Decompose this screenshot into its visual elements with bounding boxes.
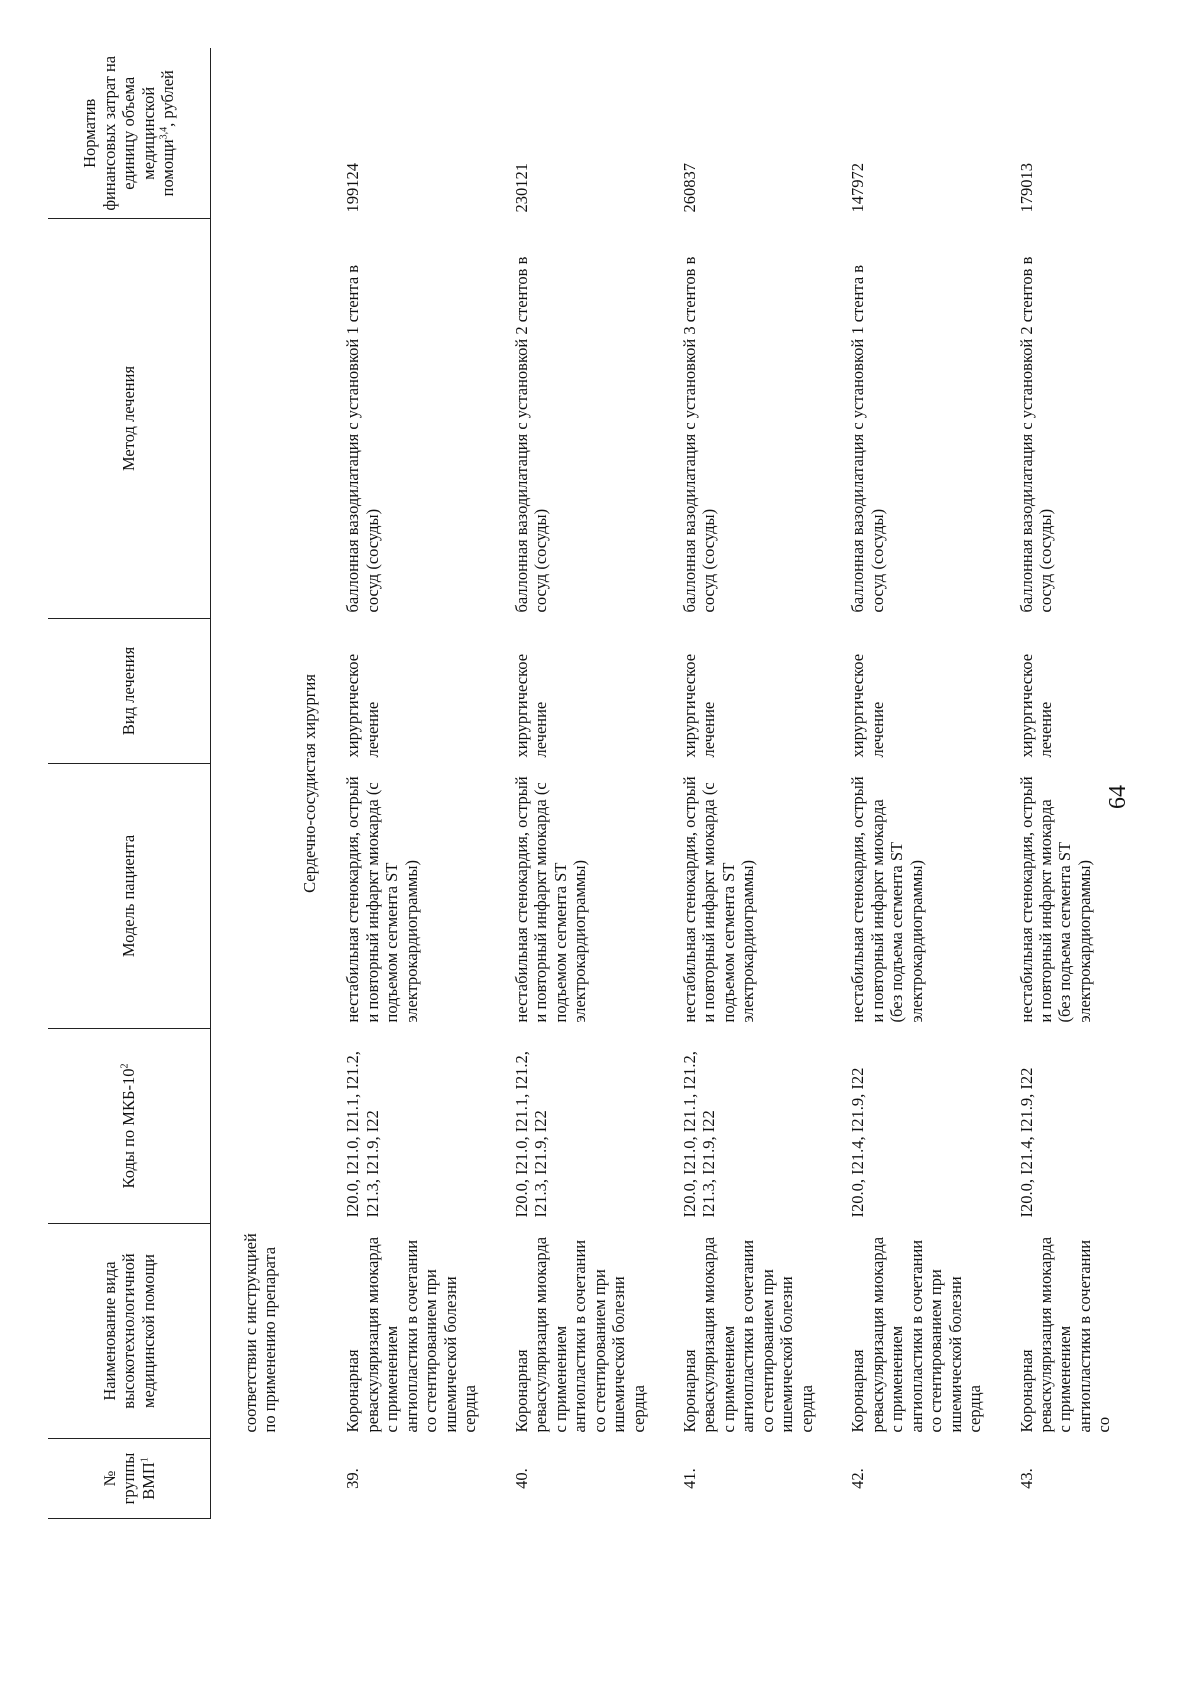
row-type: хирургическое лечение [511, 653, 551, 758]
table-row [494, 49, 662, 1519]
header-group-number-text: № группы ВМП [99, 1452, 158, 1505]
row-model: нестабильная стенокардия, острый и повторный инфаркт миокарда (с подъемом сегмента ST электрокардиограммы) [679, 776, 758, 1023]
row-method: баллонная вазодилатация с установкой 3 стентов в сосуд (сосуды) [679, 256, 719, 613]
section-title: Сердечно-сосудистая хирургия [299, 674, 319, 893]
row-model: нестабильная стенокардия, острый и повторный инфаркт миокарда (с подъемом сегмента ST электрокардиограммы) [343, 776, 421, 1023]
header-group-number [48, 1439, 211, 1519]
row-cost: 230121 [511, 163, 531, 213]
continuation-text: соответствии с инструкцией по применению препарата [241, 1233, 280, 1433]
row-number: 40. [511, 1468, 531, 1489]
row-cost: 179013 [1016, 163, 1036, 213]
row-type: хирургическое лечение [343, 653, 382, 758]
row-cost: 147972 [848, 163, 868, 213]
row-number: 39. [343, 1468, 363, 1489]
header-method: Метод лечения [48, 219, 211, 619]
row-type: хирургическое лечение [848, 653, 887, 758]
row-number: 41. [679, 1468, 699, 1489]
header-codes [48, 1029, 211, 1224]
vmp-table [48, 49, 1128, 1520]
row-method: баллонная вазодилатация с установкой 1 стента в сосуд (сосуды) [848, 264, 887, 613]
table-row [662, 49, 830, 1519]
row-codes: I20.0, I21.0, I21.1, I21.2, I21.3, I21.9, I22 [679, 1051, 719, 1218]
table-header-row [48, 49, 211, 1519]
cell-empty [211, 1439, 282, 1519]
header-codes-text: Коды по МКБ-10 [119, 1068, 139, 1189]
row-codes: I20.0, I21.0, I21.1, I21.2, I21.3, I21.9, I22 [511, 1051, 551, 1218]
header-model: Модель пациента [48, 764, 211, 1029]
header-cost [48, 49, 211, 219]
header-cost-suffix: , рублей [158, 70, 178, 127]
row-name: Коронарная реваскуляризация миокарда с применением ангиопластики в сочетании со стентированием при ишемической болезни сердца [679, 1236, 816, 1433]
continuation-row [211, 49, 282, 1519]
row-codes: I20.0, I21.4, I21.9, I22 [848, 1067, 868, 1218]
row-type: хирургическое лечение [1016, 653, 1055, 758]
row-model: нестабильная стенокардия, острый и повторный инфаркт миокарда (без подъема сегмента ST электрокардиограммы) [848, 776, 926, 1023]
row-model: нестабильная стенокардия, острый и повторный инфаркт миокарда (без подъема сегмента ST электрокардиограммы) [1016, 776, 1094, 1023]
table-row [999, 49, 1128, 1519]
row-type: хирургическое лечение [679, 653, 719, 758]
row-method: баллонная вазодилатация с установкой 2 стентов в сосуд (сосуды) [1016, 256, 1055, 613]
cell-empty [211, 49, 282, 1224]
row-name: Коронарная реваскуляризация миокарда с применением ангиопластики в сочетании со [1016, 1236, 1114, 1433]
footnote-3-4: 3,4 [158, 126, 170, 140]
header-cost-text: Норматив финансовых затрат на единицу объема медицинской помощи [80, 55, 178, 211]
table-row [830, 49, 998, 1519]
table-row [325, 49, 493, 1519]
row-model: нестабильная стенокардия, острый и повторный инфаркт миокарда (с подъемом сегмента ST электрокардиограммы) [511, 776, 590, 1023]
header-name: Наименование вида высокотехнологичной медицинской помощи [48, 1224, 211, 1439]
row-number: 42. [848, 1468, 868, 1489]
row-number: 43. [1016, 1468, 1036, 1489]
header-type: Вид лечения [48, 619, 211, 764]
row-name: Коронарная реваскуляризация миокарда с применением ангиопластики в сочетании со стентированием при ишемической болезни сердца [848, 1236, 985, 1433]
row-codes: I20.0, I21.4, I21.9, I22 [1016, 1067, 1036, 1218]
row-cost: 199124 [343, 163, 363, 213]
row-name: Коронарная реваскуляризация миокарда с применением ангиопластики в сочетании со стентированием при ишемической болезни сердца [343, 1236, 480, 1433]
page-number: 64 [1105, 785, 1131, 809]
footnote-2: 2 [119, 1063, 131, 1069]
row-method: баллонная вазодилатация с установкой 2 стентов в сосуд (сосуды) [511, 256, 551, 613]
row-name: Коронарная реваскуляризация миокарда с применением ангиопластики в сочетании со стентированием при ишемической болезни сердца [511, 1236, 648, 1433]
section-row [282, 49, 325, 1519]
row-cost: 260837 [679, 163, 699, 213]
row-method: баллонная вазодилатация с установкой 1 стента в сосуд (сосуды) [343, 264, 382, 613]
footnote-1: 1 [139, 1457, 151, 1463]
row-codes: I20.0, I21.0, I21.1, I21.2, I21.3, I21.9, I22 [343, 1051, 382, 1218]
